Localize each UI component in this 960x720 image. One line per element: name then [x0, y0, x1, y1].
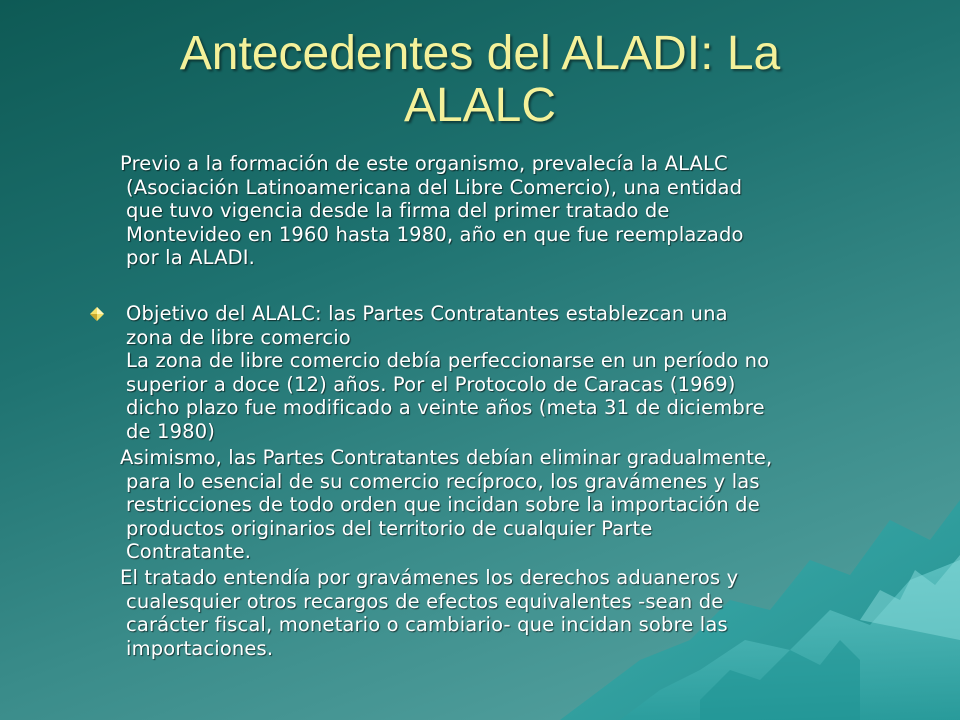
text-line: La zona de libre comercio debía perfeccionarse en un período no	[126, 349, 770, 373]
paragraph-previo	[120, 152, 926, 270]
text-line: Contratante.	[126, 540, 252, 564]
text-line: Objetivo del ALALC: las Partes Contratantes establezcan una	[126, 302, 728, 325]
text-line: Previo a la formación de este organismo, prevalecía la ALALC	[120, 152, 728, 175]
paragraph-asimismo	[120, 446, 926, 564]
text-line: superior a doce (12) años. Por el Protocolo de Caracas (1969)	[126, 372, 736, 396]
paragraph-tratado	[120, 566, 926, 660]
text-line: restricciones de todo orden que incidan sobre la importación de	[126, 493, 760, 517]
text-line: cualesquier otros recargos de efectos equivalentes -sean de	[126, 589, 724, 613]
title-line-2: ALALC	[403, 79, 557, 132]
text-line: productos originarios del territorio de cualquier Parte	[126, 516, 653, 540]
paragraph-objetivo	[126, 302, 926, 444]
slide-title	[60, 28, 900, 132]
text-line: (Asociación Latinoamericana del Libre Comercio), una entidad	[126, 175, 743, 199]
diamond-bullet-icon	[90, 307, 104, 321]
text-line: dicho plazo fue modificado a veinte años (meta 31 de diciembre	[126, 396, 765, 420]
text-line: para lo esencial de su comercio recíproco, los gravámenes y las	[126, 469, 760, 493]
text-line: El tratado entendía por gravámenes los derechos aduaneros y	[120, 566, 739, 589]
text-line: que tuvo vigencia desde la firma del primer tratado de	[126, 199, 670, 223]
text-line: carácter fiscal, monetario o cambiario- que incidan sobre las	[126, 613, 728, 637]
text-line: por la ALADI.	[126, 246, 255, 270]
text-line: Montevideo en 1960 hasta 1980, año en que fue reemplazado	[126, 222, 744, 246]
text-line: zona de libre comercio	[126, 325, 351, 349]
title-line-1: Antecedentes del ALADI: La	[179, 27, 781, 80]
text-line: de 1980)	[126, 419, 216, 443]
text-line: importaciones.	[126, 636, 274, 660]
text-line: Asimismo, las Partes Contratantes debían eliminar gradualmente,	[120, 446, 773, 469]
